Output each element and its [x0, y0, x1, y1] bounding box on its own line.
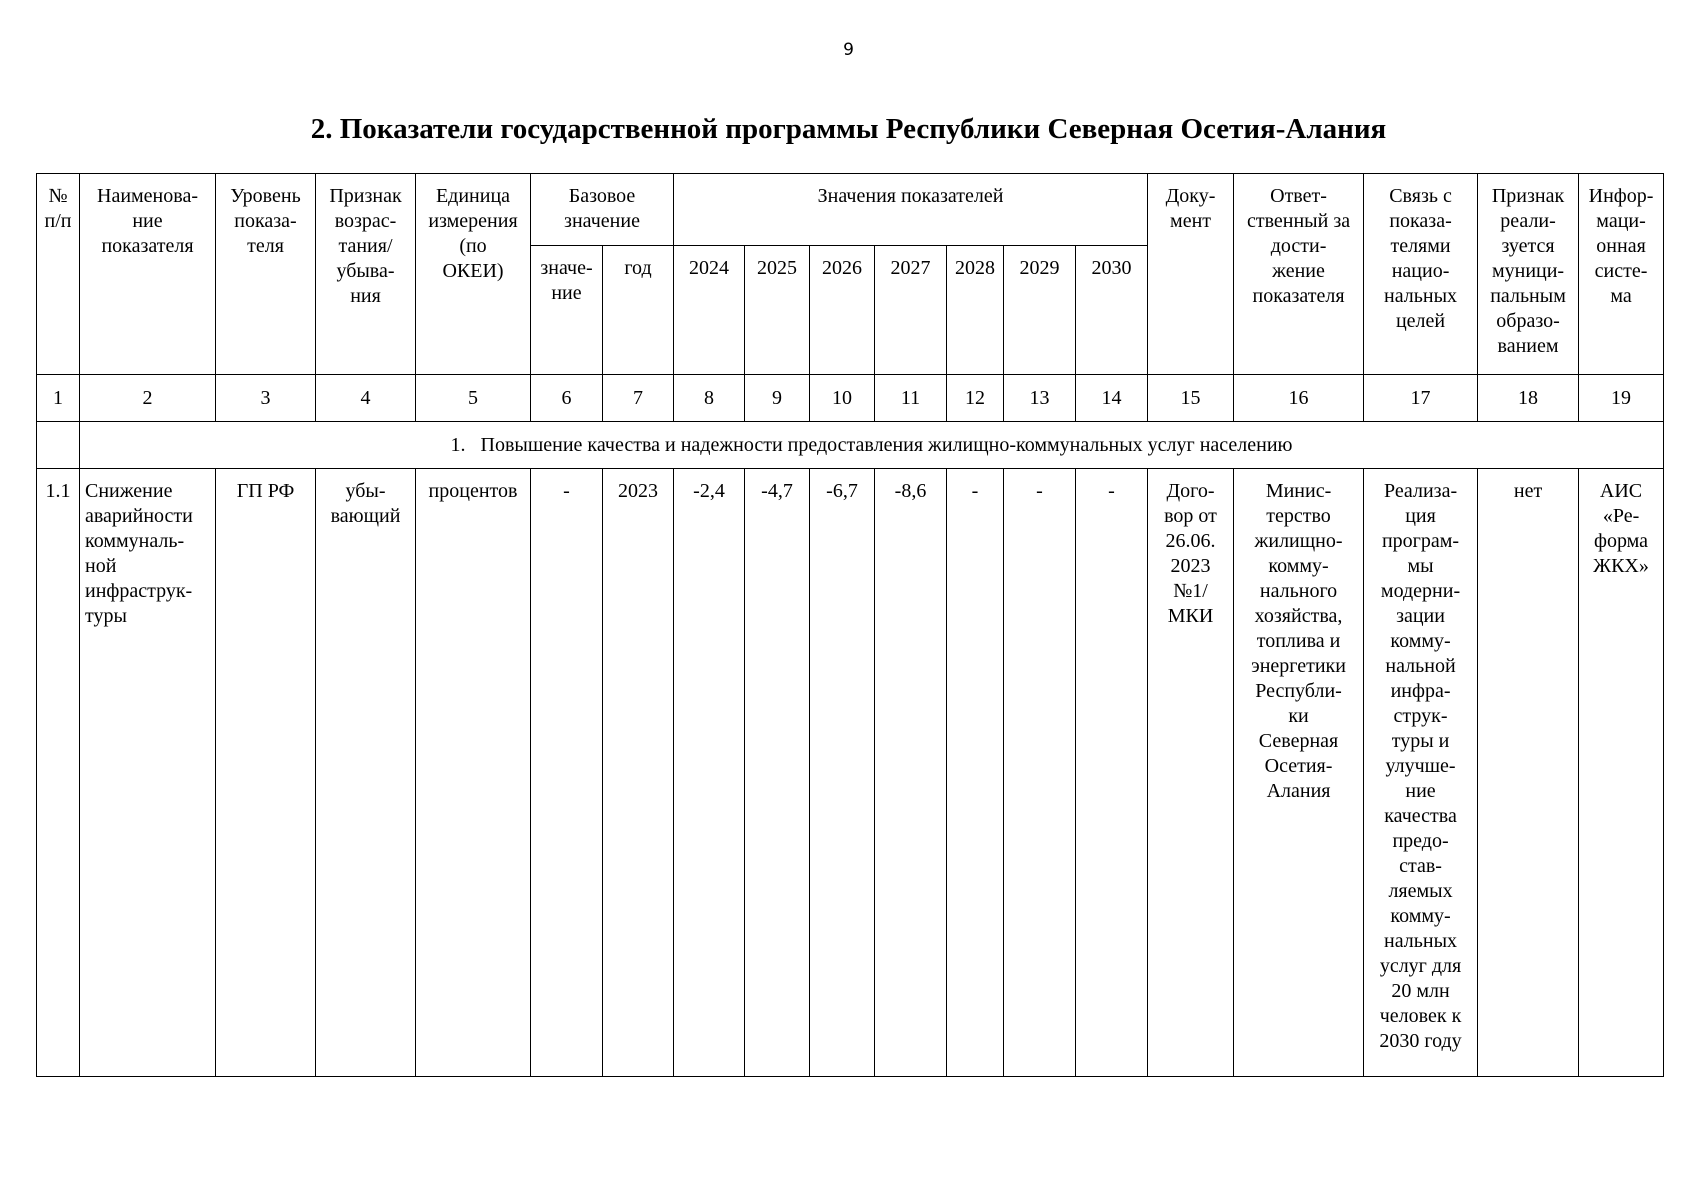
- row-responsible: Минис- терство жилищно- комму- нального хозяйства, топлива и энергетики Республи- ки Северная Осетия- Алания: [1234, 469, 1364, 1077]
- row-value-2024: -2,4: [674, 469, 745, 1077]
- column-number: 4: [316, 375, 416, 422]
- section-blank-cell: [37, 422, 80, 469]
- row-municipal: нет: [1478, 469, 1579, 1077]
- document-title: 2. Показатели государственной программы Республики Северная Осетия-Алания: [310, 113, 1387, 145]
- row-national-goals: Реализа- ция програм- мы модерни- зации комму- нальной инфра- струк- туры и улучше- ние качества предо- став- ляемых комму- нальных услуг для 20 млн человек к 2030 году: [1364, 469, 1478, 1077]
- column-number: 13: [1004, 375, 1076, 422]
- header-year-2025: 2025: [745, 246, 810, 375]
- section-row: [37, 422, 1664, 469]
- indicators-table: [36, 173, 1664, 1077]
- row-value-2025: -4,7: [745, 469, 810, 1077]
- row-document: Дого- вор от 26.06. 2023 №1/ МКИ: [1148, 469, 1234, 1077]
- header-year-2024: 2024: [674, 246, 745, 375]
- header-trend: Признак возрас- тания/ убыва- ния: [316, 174, 416, 375]
- column-numbers-row: [37, 375, 1664, 422]
- row-base-year: 2023: [603, 469, 674, 1077]
- header-values: Значения показателей: [674, 174, 1148, 246]
- row-value-2027: -8,6: [875, 469, 947, 1077]
- column-number: 11: [875, 375, 947, 422]
- header-base-year: год: [603, 246, 674, 375]
- header-info-system: Инфор- маци- онная систе- ма: [1579, 174, 1664, 375]
- row-trend: убы- вающий: [316, 469, 416, 1077]
- header-document: Доку- мент: [1148, 174, 1234, 375]
- header-num: № п/п: [37, 174, 80, 375]
- row-base-value: -: [531, 469, 603, 1077]
- column-number: 12: [947, 375, 1004, 422]
- column-number: 6: [531, 375, 603, 422]
- header-responsible: Ответ- ственный за дости- жение показателя: [1234, 174, 1364, 375]
- header-base: Базовое значение: [531, 174, 674, 246]
- row-level: ГП РФ: [216, 469, 316, 1077]
- column-number: 8: [674, 375, 745, 422]
- header-base-value: значе- ние: [531, 246, 603, 375]
- column-number: 16: [1234, 375, 1364, 422]
- header-unit: Единица измерения (по ОКЕИ): [416, 174, 531, 375]
- row-value-2029: -: [1004, 469, 1076, 1077]
- column-number: 7: [603, 375, 674, 422]
- row-value-2028: -: [947, 469, 1004, 1077]
- column-number: 17: [1364, 375, 1478, 422]
- column-number: 15: [1148, 375, 1234, 422]
- header-municipal: Признак реали- зуется муници- пальным образо- ванием: [1478, 174, 1579, 375]
- column-number: 18: [1478, 375, 1579, 422]
- row-value-2030: -: [1076, 469, 1148, 1077]
- column-number: 2: [80, 375, 216, 422]
- header-level: Уровень показа- теля: [216, 174, 316, 375]
- table-row: [37, 469, 1664, 1077]
- header-year-2027: 2027: [875, 246, 947, 375]
- row-info-system: АИС «Ре- форма ЖКХ»: [1579, 469, 1664, 1077]
- section-title: 1. Повышение качества и надежности предоставления жилищно-коммунальных услуг населению: [80, 422, 1664, 469]
- row-name: Снижение аварийности коммуналь- ной инфраструк- туры: [80, 469, 216, 1077]
- header-year-2029: 2029: [1004, 246, 1076, 375]
- row-num: 1.1: [37, 469, 80, 1077]
- column-number: 1: [37, 375, 80, 422]
- column-number: 19: [1579, 375, 1664, 422]
- column-number: 5: [416, 375, 531, 422]
- header-national-goals: Связь с показа- телями нацио- нальных целей: [1364, 174, 1478, 375]
- page-number: 9: [843, 40, 854, 60]
- header-year-2026: 2026: [810, 246, 875, 375]
- column-number: 9: [745, 375, 810, 422]
- header-row: [37, 174, 1664, 246]
- row-unit: процентов: [416, 469, 531, 1077]
- column-number: 10: [810, 375, 875, 422]
- header-year-2028: 2028: [947, 246, 1004, 375]
- column-number: 14: [1076, 375, 1148, 422]
- column-number: 3: [216, 375, 316, 422]
- header-year-2030: 2030: [1076, 246, 1148, 375]
- header-name: Наименова- ние показателя: [80, 174, 216, 375]
- row-value-2026: -6,7: [810, 469, 875, 1077]
